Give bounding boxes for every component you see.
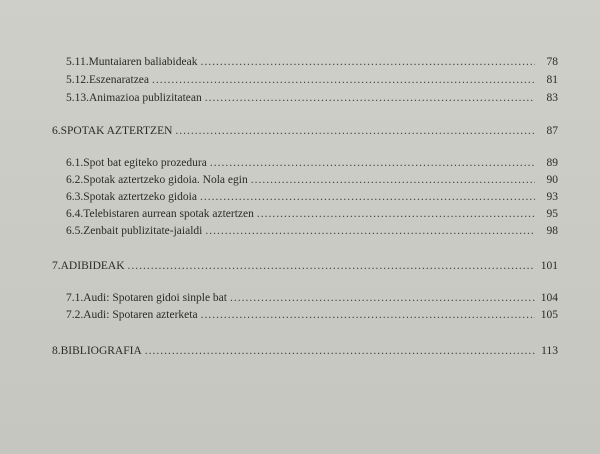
entry-title: Telebistaren aurrean spotak aztertzen: [83, 208, 254, 220]
dot-leader: [175, 124, 535, 138]
dot-leader: [205, 91, 535, 105]
toc-entry-6-1: [66, 156, 558, 170]
toc-entry-6-5: [66, 224, 558, 238]
entry-page: 98: [546, 225, 558, 237]
chapter-title: SPOTAK AZTERTZEN: [60, 125, 173, 137]
entry-page: 93: [546, 191, 558, 203]
entry-title: Spotak aztertzeko gidoia. Nola egin: [83, 174, 248, 186]
chapter-page: 101: [540, 260, 558, 272]
chapter-number: 6.: [52, 125, 61, 137]
entry-number: 7.1.: [66, 292, 84, 304]
toc-entry-6-2: [66, 173, 558, 187]
entry-page: 89: [546, 157, 558, 169]
entry-page: 78: [546, 56, 558, 68]
entry-page: 104: [540, 292, 558, 304]
entry-number: 5.11.: [66, 56, 89, 68]
chapter-number: 7.: [52, 260, 61, 272]
entry-title: Audi: Spotaren gidoi sinple bat: [83, 292, 227, 304]
dot-leader: [257, 207, 535, 221]
toc-entry-7-1: [66, 291, 558, 305]
entry-title: Spotak aztertzeko gidoia: [83, 191, 197, 203]
entry-title: Muntaiaren baliabideak: [88, 56, 198, 68]
dot-leader: [251, 173, 535, 187]
toc-entry-5-13: [66, 91, 558, 105]
entry-title: Spot bat egiteko prozedura: [83, 157, 207, 169]
toc-entry-7-2: [66, 308, 558, 322]
entry-title: Zenbait publizitate-jaialdi: [83, 225, 203, 237]
entry-number: 6.5.: [66, 225, 84, 237]
dot-leader: [201, 308, 535, 322]
entry-number: 5.12.: [66, 74, 89, 86]
toc-entry-5-11: [66, 55, 558, 69]
chapter-page: 87: [546, 125, 558, 137]
entry-number: 6.2.: [66, 174, 84, 186]
entry-number: 6.4.: [66, 208, 84, 220]
entry-page: 95: [546, 208, 558, 220]
chapter-title: BIBLIOGRAFIA: [60, 345, 142, 357]
dot-leader: [200, 55, 535, 69]
chapter-number: 8.: [52, 345, 61, 357]
toc-entry-5-12: [66, 73, 558, 87]
entry-number: 5.13.: [66, 92, 89, 104]
chapter-page: 113: [541, 345, 558, 357]
dot-leader: [205, 224, 535, 238]
entry-page: 105: [540, 309, 558, 321]
dot-leader: [128, 259, 535, 273]
dot-leader: [200, 190, 535, 204]
entry-page: 90: [546, 174, 558, 186]
toc-chapter-6: [52, 124, 558, 138]
dot-leader: [152, 73, 535, 87]
dot-leader: [145, 344, 535, 358]
entry-number: 6.1.: [66, 157, 84, 169]
dot-leader: [210, 156, 535, 170]
entry-title: Eszenaratzea: [89, 74, 150, 86]
toc-chapter-8: [52, 344, 558, 358]
entry-title: Audi: Spotaren azterketa: [83, 309, 198, 321]
entry-title: Animazioa publizitatean: [89, 92, 202, 104]
toc-entry-6-3: [66, 190, 558, 204]
entry-page: 81: [546, 74, 558, 86]
chapter-title: ADIBIDEAK: [60, 260, 125, 272]
toc-entry-6-4: [66, 207, 558, 221]
entry-page: 83: [546, 92, 558, 104]
dot-leader: [230, 291, 535, 305]
toc-chapter-7: [52, 259, 558, 273]
entry-number: 7.2.: [66, 309, 84, 321]
entry-number: 6.3.: [66, 191, 84, 203]
